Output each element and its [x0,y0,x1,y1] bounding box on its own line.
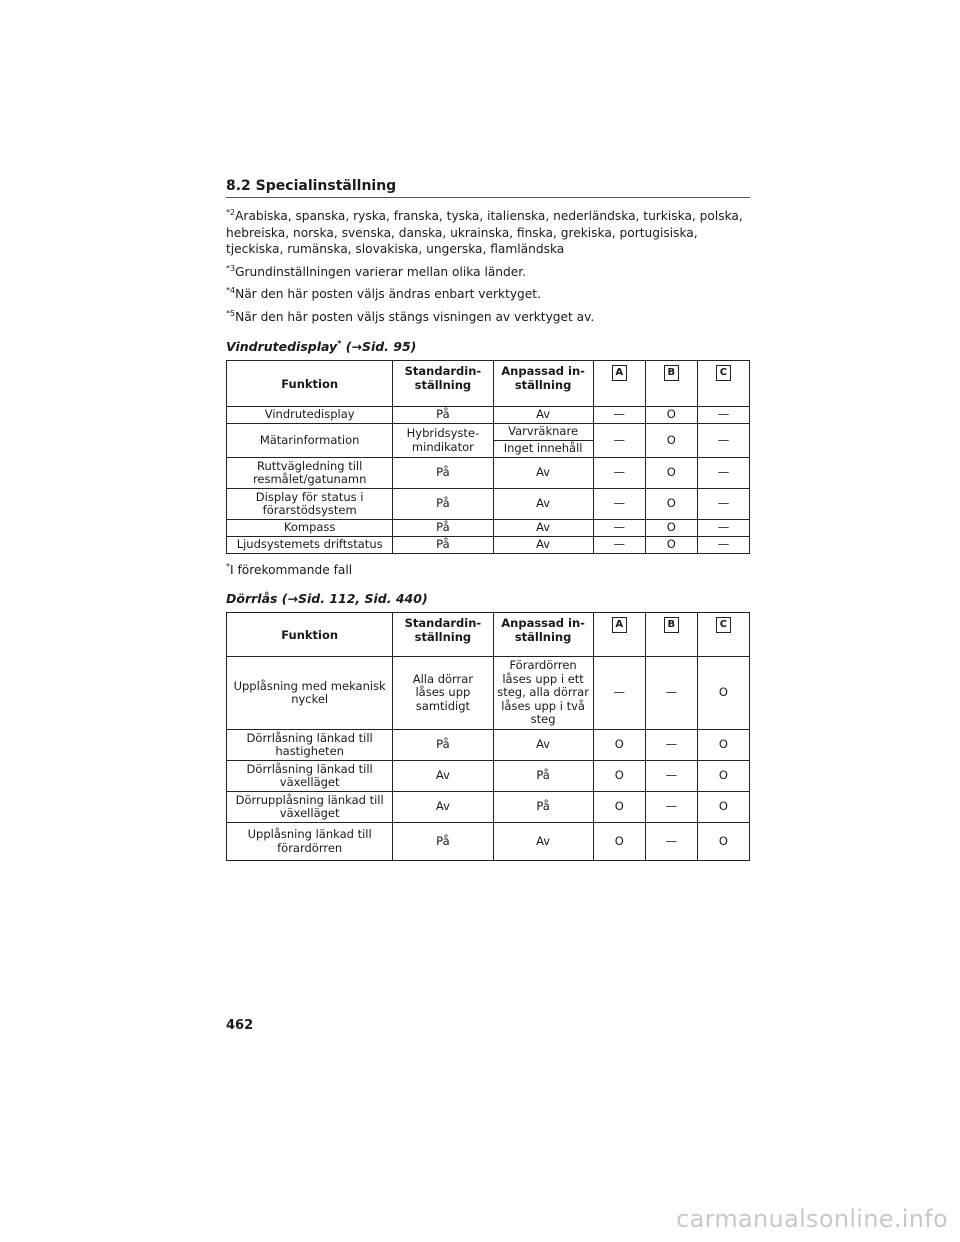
footnote-5: $^{*5}$När den här posten väljs stängs visningen av verktyget av. [226,308,595,324]
header-funktion: Funktion [227,361,393,407]
footnote-4: $^{*4}$När den här posten väljs ändras enbart verktyget. [226,286,541,301]
footnotes-list [226,208,750,331]
table-row: Kompass På Av — O — [227,520,750,537]
table-row: Upplåsning länkad till förardörren På Av O — O [227,823,750,861]
header-a [593,361,645,407]
header-standard: Standardin-ställning [393,361,493,407]
table-header-row [227,361,750,407]
header-funktion: Funktion [227,613,393,657]
header-anpassad: Anpassad in-ställning [493,361,593,407]
watermark: carmanualsonline.info [676,1205,948,1233]
letter-a-icon: A [612,365,627,381]
table-row: Vindrutedisplay På Av — O — [227,407,750,424]
table-row: Dörrupplåsning länkad till växelläget Av På O — O [227,792,750,823]
table-row: Mätarinformation Hybridsyste-mindikator Varvräknare — O — [227,424,750,441]
table1-footnote: *I förekommande fall [226,562,353,577]
table2-heading: Dörrlås (→Sid. 112, Sid. 440) [226,591,428,606]
header-b [645,361,697,407]
table-row: Ljudsystemets driftstatus På Av — O — [227,537,750,554]
table-row: Display för status i förarstödsystem På Av — O — [227,489,750,520]
section-title: 8.2 Specialinställning [226,178,750,198]
table-row: Dörrlåsning länkad till hastigheten På Av O — O [227,730,750,761]
table-row: Ruttvägledning till resmålet/gatunamn På Av — O — [227,458,750,489]
header-a [593,613,645,657]
header-standard: Standardin-ställning [393,613,493,657]
header-c [697,361,749,407]
table-row: Dörrlåsning länkad till växelläget Av På O — O [227,761,750,792]
header-anpassad: Anpassad in-ställning [493,613,593,657]
header-c [697,613,749,657]
letter-c-icon: C [716,617,731,633]
windshield-display-table [226,360,750,554]
table-row: Inget innehåll [227,441,750,458]
footnote-2: $^{*2}$Arabiska, spanska, ryska, franska, tyska, italienska, nederländska, turkiska, polska, hebreiska, norska, svenska, danska, ukrainska, finska, grekiska, portugisiska, tjeckiska, rumänska, slovakiska, ungerska, flamländska [226,208,743,256]
letter-b-icon: B [664,617,679,633]
table-header-row [227,613,750,657]
table-row: Upplåsning med mekanisk nyckel Alla dörrar låses upp samtidigt Förardörren låses upp i ett steg, alla dörrar låses upp i två steg — — O [227,657,750,730]
page-number: 462 [226,1018,254,1033]
header-b [645,613,697,657]
letter-a-icon: A [612,617,627,633]
letter-b-icon: B [664,365,679,381]
footnote-3: $^{*3}$Grundinställningen varierar mellan olika länder. [226,263,527,279]
table1-heading: Vindrutedisplay* (→Sid. 95) [226,339,417,354]
door-lock-table [226,612,750,861]
letter-c-icon: C [716,365,731,381]
